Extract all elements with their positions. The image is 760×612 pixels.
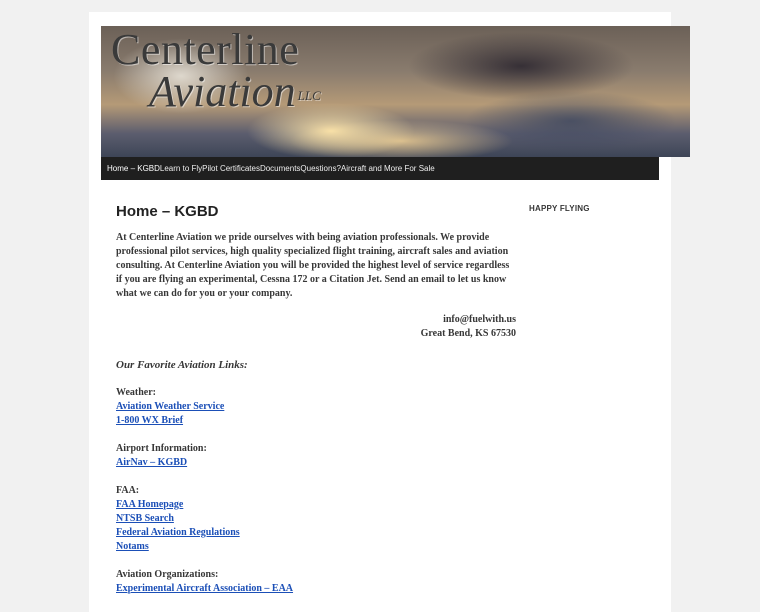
link-airnav-kgbd[interactable]: AirNav – KGBD bbox=[116, 457, 188, 468]
site-title-aviation: Aviation bbox=[149, 67, 296, 116]
link-group-airport-info bbox=[116, 442, 516, 470]
main-navigation bbox=[101, 157, 659, 180]
sidebar-widget-title: HAPPY FLYING bbox=[529, 204, 590, 213]
link-group-aviation-orgs bbox=[116, 568, 516, 596]
site-title-suffix: LLC bbox=[297, 88, 321, 104]
nav-item-home[interactable]: Home – KGBD bbox=[107, 164, 160, 173]
main-content bbox=[116, 205, 516, 610]
nav-item-learn-to-fly[interactable]: Learn to Fly bbox=[159, 164, 203, 173]
group-label: Aviation Organizations: bbox=[116, 569, 219, 580]
link-group-faa bbox=[116, 484, 516, 554]
page-container bbox=[89, 12, 671, 612]
group-label: FAA: bbox=[116, 485, 140, 496]
link-federal-aviation-regulations[interactable]: Federal Aviation Regulations bbox=[116, 527, 240, 538]
nav-item-pilot-certificates[interactable]: Pilot Certificates bbox=[202, 164, 260, 173]
site-title-line2 bbox=[149, 67, 321, 116]
site-title[interactable] bbox=[111, 28, 321, 114]
nav-item-questions[interactable]: Questions? bbox=[300, 164, 341, 173]
nav-item-documents[interactable]: Documents bbox=[259, 164, 301, 173]
link-group-weather bbox=[116, 386, 516, 428]
intro-paragraph: At Centerline Aviation we pride ourselves with being aviation professionals. We provide professional pilot services, high quality specialized flight training, aircraft sales and aviation consulting. At Centerline Aviation you will be provided the highest level of service regardless if you are flying an experimental, Cessna 172 or a Citation Jet. Send an email to let us know what we can do for you or your company. bbox=[116, 232, 510, 299]
nav-item-aircraft-for-sale[interactable]: Aircraft and More For Sale bbox=[340, 164, 435, 173]
contact-location: Great Bend, KS 67530 bbox=[420, 328, 516, 339]
link-aviation-weather-service[interactable]: Aviation Weather Service bbox=[116, 401, 225, 412]
link-wx-brief[interactable]: 1-800 WX Brief bbox=[116, 415, 184, 426]
link-notams[interactable]: Notams bbox=[116, 541, 149, 552]
link-faa-homepage[interactable]: FAA Homepage bbox=[116, 499, 184, 510]
contact-email: info@fuelwith.us bbox=[443, 314, 516, 325]
link-ntsb-search[interactable]: NTSB Search bbox=[116, 513, 174, 524]
links-heading: Our Favorite Aviation Links: bbox=[116, 359, 248, 371]
link-eaa[interactable]: Experimental Aircraft Association – EAA bbox=[116, 583, 294, 594]
site-title-line1: Centerline bbox=[111, 26, 300, 74]
page-title: Home – KGBD bbox=[116, 203, 219, 220]
group-label: Airport Information: bbox=[116, 443, 207, 454]
header-banner[interactable] bbox=[101, 26, 690, 157]
group-label: Weather: bbox=[116, 387, 156, 398]
contact-block bbox=[116, 313, 516, 341]
